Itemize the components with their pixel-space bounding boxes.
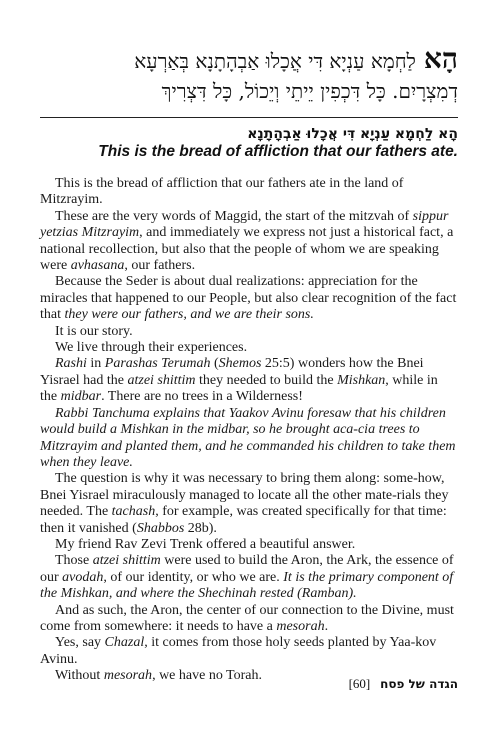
text-run: 28b). <box>184 520 217 536</box>
text-run: ( <box>210 356 219 372</box>
italic-run: Rabbi Tanchuma explains that Yaakov Avinu foresaw that his children would build a Mishkan in the midbar, so he brought aca-cia trees to Mitzrayim and planted them, and he commanded his children to take them when they leave. <box>40 405 456 470</box>
italic-run: avodah <box>62 569 104 585</box>
text-run: We live through their experiences. <box>55 340 248 356</box>
italic-run: Mishkan <box>337 372 386 388</box>
body-paragraph <box>40 603 458 636</box>
subheading-hebrew: הָא לַחְמָא עַנְיָא דִּי אֲכָלוּ אַבְהָתָנָא <box>247 126 458 142</box>
text-run: 25:5) wonders how the Bnei Yisrael had the <box>40 356 424 388</box>
body-paragraph <box>40 635 458 668</box>
text-run: Because the Seder is about dual realizations: appreciation for the miracles that happened to our People, but also clear recognition of the fact that <box>40 274 457 323</box>
body-paragraph <box>40 553 458 602</box>
footer-page-number: [60] <box>348 676 371 691</box>
text-run: The question is why it was necessary to bring them along: some-how, Bnei Yisrael miraculously managed to locate all the other mate-rials they needed. The <box>40 471 449 520</box>
text-run: And as such, the Aron, the center of our connection to the Divine, must come from somewhere: it needs to have a <box>40 602 454 634</box>
body-paragraph <box>40 356 458 405</box>
text-run: , for example, was created specifically for that time: then it vanished ( <box>40 504 447 536</box>
italic-run: tachash <box>111 504 156 520</box>
hebrew-heading-line-1-text: לַחְמָא עַנְיָא דִּי אֲכָלוּ אַבְהָתָנָא בְּאַרְעָא <box>134 49 416 73</box>
body-paragraph <box>40 324 458 340</box>
text-run: , and immediately we express not just a historical fact, a national recollection, but also that the people of whom we are speaking were <box>40 225 454 274</box>
hebrew-heading <box>40 44 458 106</box>
footer-book-title: הגדה של פסח <box>380 677 458 691</box>
body-paragraph <box>40 209 458 275</box>
text-run: , of our identity, or who we are. <box>103 569 284 585</box>
body-text <box>40 176 458 685</box>
text-run: Without <box>55 668 104 684</box>
text-run: . There are no trees in a Wilderness! <box>101 389 303 405</box>
italic-run: avhasana <box>70 258 125 274</box>
italic-run: Shemos <box>218 356 262 372</box>
subheading-english: This is the bread of affliction that our fathers ate. <box>98 143 458 160</box>
text-run: It is our story. <box>55 323 133 339</box>
text-run: This is the bread of affliction that our fathers ate in the land of Mitzrayim. <box>40 176 404 208</box>
italic-run: Parashas Terumah <box>104 356 211 372</box>
italic-run: midbar <box>60 389 102 405</box>
body-paragraph <box>40 340 458 356</box>
body-paragraph <box>40 471 458 537</box>
body-paragraph <box>40 176 458 209</box>
italic-run: sippur yetzias Mitzrayim <box>40 208 449 241</box>
hebrew-heading-line-2: דְמִצְרָיִם. כָּל דִּכְפִין יֵיתֵי וְיֵכוֹל, כָּל דִּצְרִיךְ <box>161 79 458 103</box>
italic-run: mesorah <box>103 668 153 684</box>
text-run: , we have no Torah. <box>152 668 263 684</box>
body-paragraph <box>40 406 458 472</box>
text-run: in <box>86 356 105 372</box>
body-paragraph <box>40 537 458 553</box>
text-run: , it comes from those holy seeds planted by Yaa-kov Avinu. <box>40 635 437 667</box>
italic-run: Rashi <box>55 356 87 372</box>
text-run: they needed to build the <box>195 372 338 388</box>
text-run: Those <box>55 553 93 569</box>
hebrew-heading-line-1 <box>40 44 458 76</box>
italic-run: they were our fathers, and we are their sons. <box>64 307 314 323</box>
italic-run: It is the primary component of the Mishkan, and where the Shechinah rested (Ramban). <box>40 569 454 602</box>
text-run: My friend Rav Zevi Trenk offered a beautiful answer. <box>55 536 356 552</box>
page-footer <box>40 676 458 692</box>
text-run: Yes, say <box>55 635 105 651</box>
body-paragraph <box>40 274 458 323</box>
section-divider <box>40 117 458 118</box>
hebrew-heading-big-word: הָא <box>423 42 458 75</box>
text-run: , while in the <box>40 372 438 405</box>
text-run: These are the very words of Maggid, the start of the mitzvah of <box>55 208 413 224</box>
italic-run: Chazal <box>104 635 145 651</box>
italic-run: mesorah <box>276 618 325 634</box>
italic-run: atzei shittim <box>92 553 161 569</box>
italic-run: atzei shittim <box>127 372 196 388</box>
text-run: . <box>324 618 329 634</box>
text-run: were used to build the Aron, the Ark, the essence of our <box>40 553 454 585</box>
italic-run: Shabbos <box>136 520 185 536</box>
text-run: , our fathers. <box>124 258 196 274</box>
